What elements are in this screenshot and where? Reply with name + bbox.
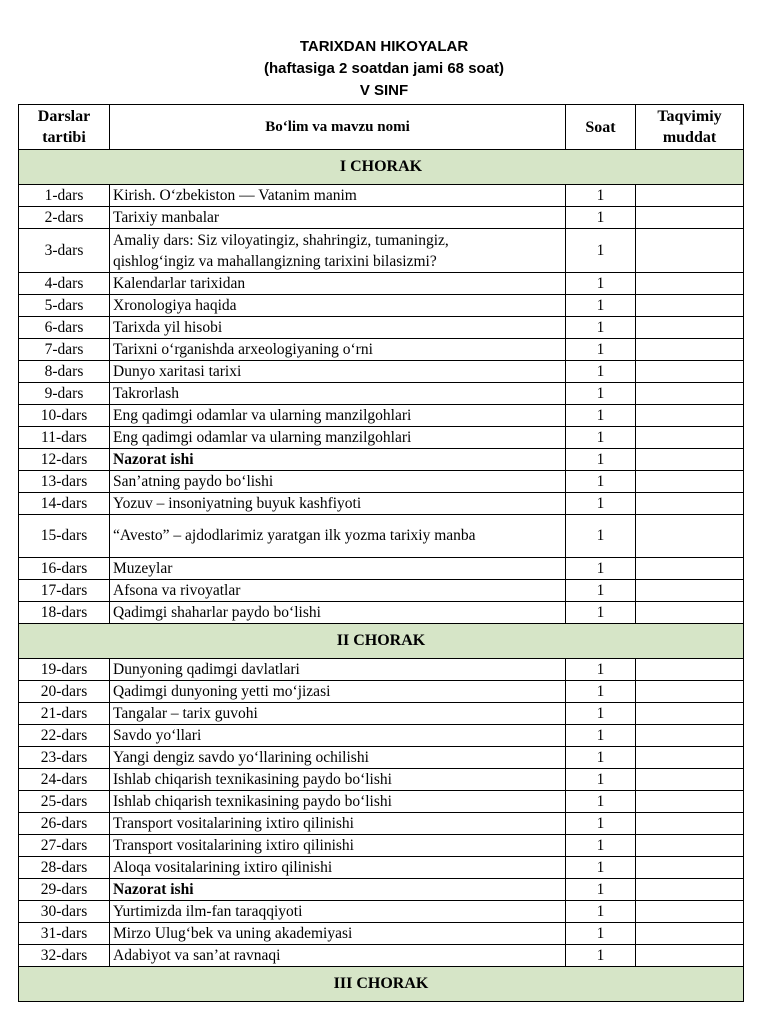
- table-row: [19, 229, 744, 273]
- lesson-hours: 1: [566, 813, 636, 835]
- lesson-hours: 1: [566, 361, 636, 383]
- lesson-topic: Transport vositalarining ixtiro qilinishi: [110, 813, 566, 835]
- lesson-hours: 1: [566, 383, 636, 405]
- table-row: [19, 339, 744, 361]
- lesson-number: 24-dars: [19, 769, 110, 791]
- lesson-number: 13-dars: [19, 471, 110, 493]
- lesson-number: 25-dars: [19, 791, 110, 813]
- lesson-number: 22-dars: [19, 725, 110, 747]
- lesson-number: 26-dars: [19, 813, 110, 835]
- lesson-date[interactable]: [636, 317, 744, 339]
- lesson-hours: 1: [566, 602, 636, 624]
- lesson-hours: 1: [566, 879, 636, 901]
- table-row: [19, 747, 744, 769]
- lesson-hours: 1: [566, 185, 636, 207]
- lesson-hours: 1: [566, 791, 636, 813]
- lesson-number: 3-dars: [19, 229, 110, 273]
- lesson-date[interactable]: [636, 857, 744, 879]
- lesson-hours: 1: [566, 725, 636, 747]
- col-header-order-label: Darslar tartibi: [37, 108, 91, 146]
- lesson-topic: Aloqa vositalarining ixtiro qilinishi: [110, 857, 566, 879]
- lesson-hours: 1: [566, 901, 636, 923]
- table-row: [19, 703, 744, 725]
- lesson-date[interactable]: [636, 923, 744, 945]
- lesson-hours: 1: [566, 339, 636, 361]
- lesson-date[interactable]: [636, 558, 744, 580]
- lesson-topic: Xronologiya haqida: [110, 295, 566, 317]
- lesson-hours: 1: [566, 229, 636, 273]
- lesson-number: 30-dars: [19, 901, 110, 923]
- table-row: [19, 791, 744, 813]
- lesson-number: 8-dars: [19, 361, 110, 383]
- document-title: TARIXDAN HIKOYALAR: [299, 38, 469, 55]
- section-title: III CHORAK: [19, 967, 744, 1002]
- lesson-hours: 1: [566, 923, 636, 945]
- lesson-hours: 1: [566, 558, 636, 580]
- lesson-number: 4-dars: [19, 273, 110, 295]
- lesson-number: 28-dars: [19, 857, 110, 879]
- table-body: [19, 150, 744, 1002]
- lesson-topic: Ishlab chiqarish texnikasining paydo bo‘lishi: [110, 769, 566, 791]
- lesson-date[interactable]: [636, 207, 744, 229]
- lesson-date[interactable]: [636, 471, 744, 493]
- lesson-hours: 1: [566, 703, 636, 725]
- table-row: [19, 681, 744, 703]
- section-row: [19, 624, 744, 659]
- lesson-number: 14-dars: [19, 493, 110, 515]
- lesson-date[interactable]: [636, 791, 744, 813]
- lesson-topic: Tangalar – tarix guvohi: [110, 703, 566, 725]
- table-row: [19, 361, 744, 383]
- table-row: [19, 602, 744, 624]
- col-header-hours: Soat: [566, 105, 636, 150]
- col-header-order: [19, 105, 110, 150]
- lesson-date[interactable]: [636, 580, 744, 602]
- document-subtitle: (haftasiga 2 soatdan jami 68 soat): [263, 60, 505, 77]
- table-row: [19, 471, 744, 493]
- lesson-date[interactable]: [636, 703, 744, 725]
- lesson-number: 32-dars: [19, 945, 110, 967]
- lesson-hours: 1: [566, 835, 636, 857]
- lesson-topic: “Avesto” – ajdodlarimiz yaratgan ilk yozma tarixiy manba: [110, 515, 566, 558]
- table-row: [19, 901, 744, 923]
- table-row: [19, 725, 744, 747]
- table-row: [19, 835, 744, 857]
- lesson-date[interactable]: [636, 602, 744, 624]
- lesson-topic: Yozuv – insoniyatning buyuk kashfiyoti: [110, 493, 566, 515]
- lesson-number: 11-dars: [19, 427, 110, 449]
- lesson-topic: [110, 229, 566, 273]
- table-row: [19, 923, 744, 945]
- table-row: [19, 558, 744, 580]
- lesson-hours: 1: [566, 471, 636, 493]
- lesson-hours: 1: [566, 295, 636, 317]
- lesson-number: 29-dars: [19, 879, 110, 901]
- lesson-topic: Eng qadimgi odamlar va ularning manzilgohlari: [110, 427, 566, 449]
- lesson-topic: Qadimgi dunyoning yetti mo‘jizasi: [110, 681, 566, 703]
- lesson-topic: Transport vositalarining ixtiro qilinishi: [110, 835, 566, 857]
- lesson-date[interactable]: [636, 295, 744, 317]
- lesson-date[interactable]: [636, 901, 744, 923]
- lesson-date[interactable]: [636, 769, 744, 791]
- lesson-number: 23-dars: [19, 747, 110, 769]
- lesson-topic: Mirzo Ulug‘bek va uning akademiyasi: [110, 923, 566, 945]
- lesson-number: 19-dars: [19, 659, 110, 681]
- lesson-topic: Dunyo xaritasi tarixi: [110, 361, 566, 383]
- lesson-date[interactable]: [636, 427, 744, 449]
- lesson-number: 21-dars: [19, 703, 110, 725]
- table-row: [19, 295, 744, 317]
- table-row: [19, 659, 744, 681]
- lesson-number: 31-dars: [19, 923, 110, 945]
- table-row: [19, 317, 744, 339]
- table-row: [19, 945, 744, 967]
- table-row: [19, 207, 744, 229]
- lesson-hours: 1: [566, 857, 636, 879]
- lesson-hours: 1: [566, 449, 636, 471]
- lesson-topic-line: Amaliy dars: Siz viloyatingiz, shahringiz, tumaningiz,: [113, 231, 449, 249]
- lesson-date[interactable]: [636, 681, 744, 703]
- lesson-topic: San’atning paydo bo‘lishi: [110, 471, 566, 493]
- table-row: [19, 515, 744, 558]
- col-header-date-label: Taqvimiy muddat: [657, 108, 722, 146]
- table-row: [19, 769, 744, 791]
- lesson-hours: 1: [566, 580, 636, 602]
- lesson-topic: Takrorlash: [110, 383, 566, 405]
- lesson-hours: 1: [566, 659, 636, 681]
- lesson-topic: Kalendarlar tarixidan: [110, 273, 566, 295]
- section-row: [19, 150, 744, 185]
- lesson-topic-line: qishlog‘ingiz va mahallangizning tarixini bilasizmi?: [113, 252, 437, 270]
- table-row: [19, 405, 744, 427]
- lesson-date[interactable]: [636, 835, 744, 857]
- table-row: [19, 580, 744, 602]
- lesson-date[interactable]: [636, 449, 744, 471]
- lesson-topic: Kirish. O‘zbekiston — Vatanim manim: [110, 185, 566, 207]
- lesson-date[interactable]: [636, 725, 744, 747]
- lesson-number: 18-dars: [19, 602, 110, 624]
- document-header: [0, 36, 768, 102]
- lesson-date[interactable]: [636, 747, 744, 769]
- lesson-topic: Nazorat ishi: [110, 879, 566, 901]
- table-row: [19, 185, 744, 207]
- lesson-topic: Eng qadimgi odamlar va ularning manzilgohlari: [110, 405, 566, 427]
- lesson-number: 7-dars: [19, 339, 110, 361]
- lesson-number: 27-dars: [19, 835, 110, 857]
- lesson-date[interactable]: [636, 945, 744, 967]
- lesson-hours: 1: [566, 769, 636, 791]
- section-title: I CHORAK: [19, 150, 744, 185]
- lesson-date[interactable]: [636, 879, 744, 901]
- table-row: [19, 493, 744, 515]
- lesson-plan-table: [18, 104, 744, 1002]
- table-header-row: [19, 105, 744, 150]
- lesson-topic: Nazorat ishi: [110, 449, 566, 471]
- lesson-topic: Muzeylar: [110, 558, 566, 580]
- lesson-number: 9-dars: [19, 383, 110, 405]
- lesson-hours: 1: [566, 681, 636, 703]
- lesson-topic: Tarixni o‘rganishda arxeologiyaning o‘rni: [110, 339, 566, 361]
- lesson-topic: Dunyoning qadimgi davlatlari: [110, 659, 566, 681]
- lesson-number: 12-dars: [19, 449, 110, 471]
- lesson-date[interactable]: [636, 229, 744, 273]
- lesson-hours: 1: [566, 945, 636, 967]
- lesson-topic: Afsona va rivoyatlar: [110, 580, 566, 602]
- grade-label: V SINF: [359, 82, 409, 99]
- lesson-hours: 1: [566, 493, 636, 515]
- table-row: [19, 383, 744, 405]
- lesson-date[interactable]: [636, 339, 744, 361]
- col-header-topic: Bo‘lim va mavzu nomi: [110, 105, 566, 150]
- table-row: [19, 857, 744, 879]
- col-header-date: [636, 105, 744, 150]
- lesson-date[interactable]: [636, 383, 744, 405]
- lesson-hours: 1: [566, 515, 636, 558]
- lesson-date[interactable]: [636, 813, 744, 835]
- lesson-number: 2-dars: [19, 207, 110, 229]
- lesson-date[interactable]: [636, 493, 744, 515]
- lesson-number: 17-dars: [19, 580, 110, 602]
- lesson-date[interactable]: [636, 273, 744, 295]
- section-row: [19, 967, 744, 1002]
- lesson-number: 6-dars: [19, 317, 110, 339]
- lesson-date[interactable]: [636, 361, 744, 383]
- lesson-number: 1-dars: [19, 185, 110, 207]
- lesson-date[interactable]: [636, 405, 744, 427]
- lesson-hours: 1: [566, 273, 636, 295]
- section-title: II CHORAK: [19, 624, 744, 659]
- lesson-hours: 1: [566, 317, 636, 339]
- lesson-topic: Yurtimizda ilm-fan taraqqiyoti: [110, 901, 566, 923]
- lesson-number: 20-dars: [19, 681, 110, 703]
- table-row: [19, 449, 744, 471]
- lesson-date[interactable]: [636, 659, 744, 681]
- lesson-number: 10-dars: [19, 405, 110, 427]
- lesson-topic: Qadimgi shaharlar paydo bo‘lishi: [110, 602, 566, 624]
- lesson-date[interactable]: [636, 515, 744, 558]
- lesson-number: 16-dars: [19, 558, 110, 580]
- lesson-topic: Yangi dengiz savdo yo‘llarining ochilishi: [110, 747, 566, 769]
- lesson-topic: Tarixiy manbalar: [110, 207, 566, 229]
- lesson-topic: Adabiyot va san’at ravnaqi: [110, 945, 566, 967]
- table-row: [19, 879, 744, 901]
- lesson-number: 5-dars: [19, 295, 110, 317]
- lesson-topic: Ishlab chiqarish texnikasining paydo bo‘lishi: [110, 791, 566, 813]
- lesson-hours: 1: [566, 207, 636, 229]
- lesson-number: 15-dars: [19, 515, 110, 558]
- lesson-topic: Savdo yo‘llari: [110, 725, 566, 747]
- lesson-hours: 1: [566, 405, 636, 427]
- table-row: [19, 813, 744, 835]
- lesson-hours: 1: [566, 747, 636, 769]
- table-row: [19, 427, 744, 449]
- table-row: [19, 273, 744, 295]
- lesson-hours: 1: [566, 427, 636, 449]
- lesson-topic: Tarixda yil hisobi: [110, 317, 566, 339]
- lesson-date[interactable]: [636, 185, 744, 207]
